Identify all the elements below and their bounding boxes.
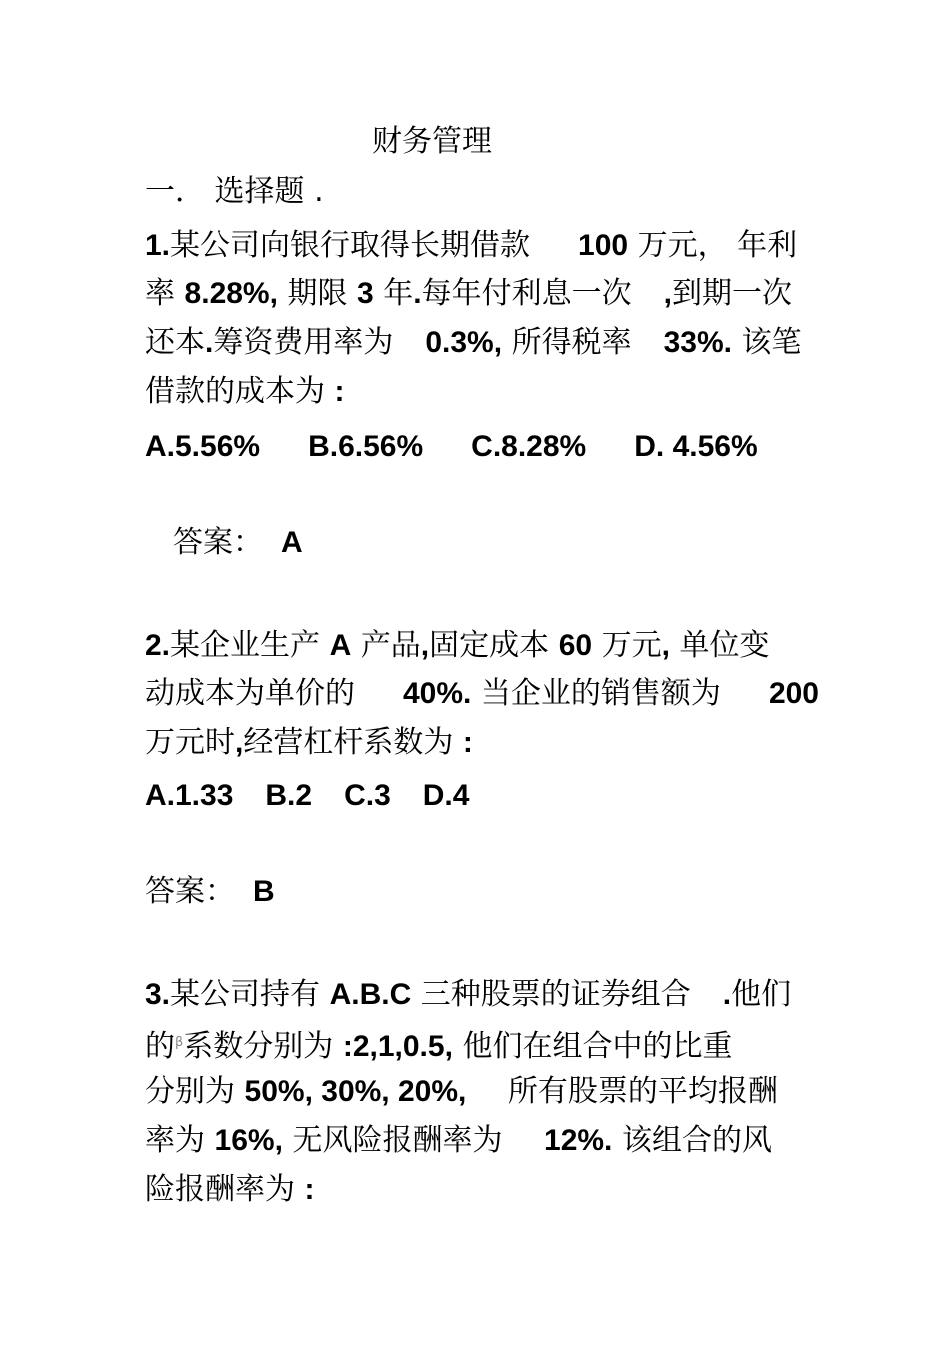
q3-punct: : xyxy=(304,1173,315,1206)
q3-line-4 xyxy=(145,1121,772,1161)
q3-line-5 xyxy=(145,1170,315,1210)
q1-punct: . xyxy=(205,326,214,359)
q2-option-b: B.2 xyxy=(265,779,313,812)
q1-text: 筹资费用率为 xyxy=(213,325,394,360)
page-title: 财务管理 xyxy=(372,124,492,159)
q2-text: 万元 xyxy=(592,628,662,663)
q1-number: 1. xyxy=(145,229,171,262)
q3-text: 三种股票的证券组合 xyxy=(411,977,691,1012)
q1-amount: 100 xyxy=(578,229,629,262)
q1-text: 期限 xyxy=(277,276,358,311)
q1-option-a: A.5.56% xyxy=(145,430,261,463)
q2-answer-value: B xyxy=(253,875,275,908)
q2-answer-label: 答案： xyxy=(145,874,235,909)
q1-option-c: C.8.28% xyxy=(471,430,587,463)
q2-line-2 xyxy=(145,674,819,714)
q2-punct: , xyxy=(661,629,670,662)
q3-risk-free: 12%. xyxy=(544,1124,613,1157)
q2-number: 2. xyxy=(145,629,171,662)
q2-answer xyxy=(145,872,275,912)
q1-punct: . xyxy=(413,277,422,310)
q2-punct: : xyxy=(462,726,473,759)
q3-number: 3. xyxy=(145,978,171,1011)
q2-options xyxy=(145,776,469,816)
q3-text: 险报酬率为 xyxy=(145,1172,305,1207)
q3-line-3 xyxy=(145,1072,778,1112)
q1-text: 率 xyxy=(145,276,185,311)
q2-text: 固定成本 xyxy=(429,628,559,663)
q1-text: 万元， 年利 xyxy=(628,228,798,263)
q1-text: 借款的成本为 xyxy=(145,374,335,409)
q2-punct: , xyxy=(235,726,244,759)
q1-text: 所得税率 xyxy=(502,325,632,360)
q3-punct: . xyxy=(722,978,732,1011)
q2-text: 万元时 xyxy=(145,725,235,760)
q2-sales: 200 xyxy=(768,677,819,710)
q1-answer-value: A xyxy=(281,526,303,559)
q1-text: 某公司向银行取得长期借款 xyxy=(170,228,531,263)
q1-text: 每年付利息一次 xyxy=(421,276,632,311)
beta-symbol: β xyxy=(175,1035,184,1050)
q3-text: 无风险报酬率为 xyxy=(282,1123,513,1158)
q2-text: 动成本为单价的 xyxy=(145,676,355,711)
q3-text: 分别为 xyxy=(145,1074,245,1109)
q1-punct: , xyxy=(663,277,672,310)
q1-option-b: B.6.56% xyxy=(308,430,424,463)
q3-weights: 50%, 30%, 20%, xyxy=(244,1075,467,1108)
q2-punct: , xyxy=(420,629,430,662)
q3-line-1 xyxy=(145,975,791,1015)
q2-fixed-cost: 60 xyxy=(558,629,593,662)
q2-line-1 xyxy=(145,626,770,666)
q1-text: 到期一次 xyxy=(671,276,792,311)
q3-market-return: 16%, xyxy=(214,1124,283,1157)
q3-text: 该组合的风 xyxy=(612,1123,772,1158)
q3-text: 率为 xyxy=(145,1123,215,1158)
q2-text: 单位变 xyxy=(669,628,770,663)
q3-text: 某公司持有 xyxy=(170,977,330,1012)
q1-answer xyxy=(173,523,303,563)
q1-line-3 xyxy=(145,323,802,363)
q2-option-c: C.3 xyxy=(344,779,391,812)
q2-product: A xyxy=(329,629,352,662)
q1-punct: : xyxy=(334,375,345,408)
q3-betas: :2,1,0.5, xyxy=(342,1030,453,1063)
q3-text: 他们 xyxy=(731,977,792,1012)
q3-text: 系数分别为 xyxy=(183,1029,343,1064)
q1-options xyxy=(145,427,758,467)
q1-term: 3 xyxy=(357,277,374,310)
q1-option-d: D. 4.56% xyxy=(634,430,758,463)
q3-text: 他们在组合中的比重 xyxy=(452,1029,733,1064)
q1-line-2 xyxy=(145,274,792,314)
q2-text: 经营杠杆系数为 xyxy=(243,725,463,760)
q1-fee-rate: 0.3%, xyxy=(425,326,503,359)
q3-stocks: A.B.C xyxy=(329,978,412,1011)
q2-variable-rate: 40%. xyxy=(403,677,472,710)
q3-text: 所有股票的平均报酬 xyxy=(498,1074,778,1109)
q2-option-d: D.4 xyxy=(422,779,470,812)
q2-option-a: A.1.33 xyxy=(145,779,234,812)
q2-line-3 xyxy=(145,723,473,763)
q3-line-2 xyxy=(145,1023,732,1063)
q2-text: 某企业生产 xyxy=(170,628,330,663)
q1-line-1 xyxy=(145,226,797,266)
q1-text: 还本 xyxy=(145,325,205,360)
q1-rate: 8.28%, xyxy=(184,277,278,310)
q1-tax-rate: 33%. xyxy=(663,326,732,359)
q1-text: 年 xyxy=(373,276,414,311)
q1-line-4 xyxy=(145,372,345,412)
q1-text: 该笔 xyxy=(732,325,802,360)
q1-answer-label: 答案： xyxy=(173,525,263,560)
q2-text: 产品 xyxy=(351,628,421,663)
q3-text: 的 xyxy=(145,1029,175,1064)
section-heading: 一． 选择题 . xyxy=(145,174,324,209)
q2-text: 当企业的销售额为 xyxy=(471,676,721,711)
